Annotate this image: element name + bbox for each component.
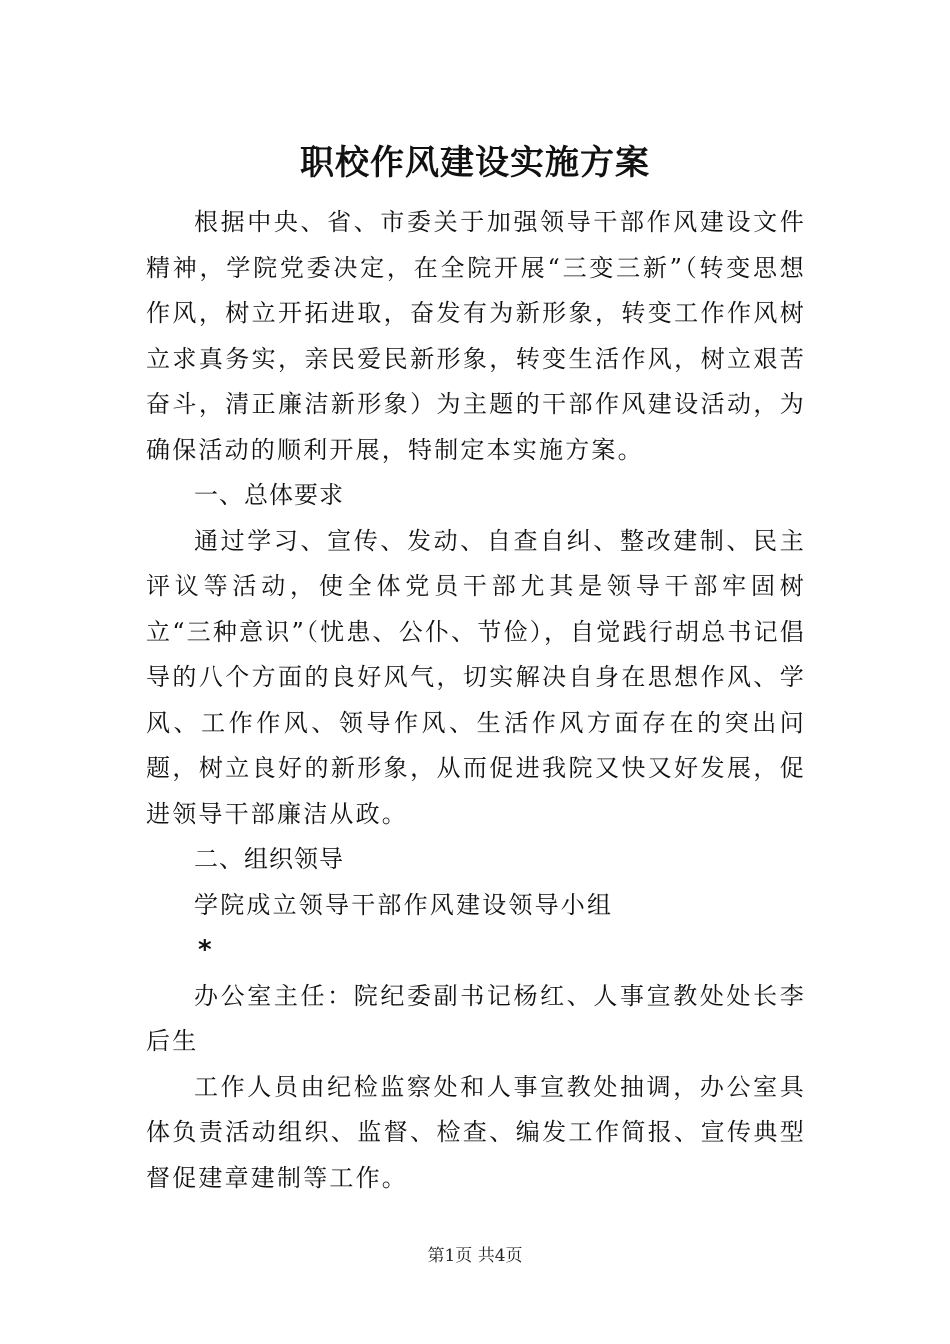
document-title: 职校作风建设实施方案 [300,143,650,183]
section-heading-organization: 二、组织领导 [194,845,344,873]
staff-paragraph: 工作人员由纪检监察处和人事宣教处抽调，办公室具体负责活动组织、监督、检查、编发工作简报、宣传典型督促建章建制等工作。 [146,1072,806,1192]
leadership-group-paragraph: 学院成立领导干部作风建设领导小组 [194,890,614,919]
general-requirements-paragraph: 通过学习、宣传、发动、自查自纠、整改建制、民主评议等活动，使全体党员干部尤其是领导干部牢固树立“三种意识”（忧患、公仆、节俭），自觉践行胡总书记倡导的八个方面的良好风气，切实解决自身在思想作风、学风、工作作风、领导作风、生活作风方面存在的突出问题，树立良好的新形象，从而促进我院又快又好发展，促进领导干部廉洁从政。 [146,526,806,828]
document-body [146,200,806,1201]
page-number-footer: 第1页 共4页 [427,1246,523,1266]
asterisk-marker: * [198,935,214,965]
section-heading-general-requirements: 一、总体要求 [194,481,344,509]
intro-paragraph: 根据中央、省、市委关于加强领导干部作风建设文件精神，学院党委决定，在全院开展“三变三新”（转变思想作风，树立开拓进取，奋发有为新形象，转变工作作风树立求真务实，亲民爱民新形象，转变生活作风，树立艰苦奋斗，清正廉洁新形象）为主题的干部作风建设活动，为确保活动的顺利开展，特制定本实施方案。 [146,208,806,464]
office-director-paragraph: 办公室主任：院纪委副书记杨红、人事宣教处处长李后生 [146,981,806,1055]
